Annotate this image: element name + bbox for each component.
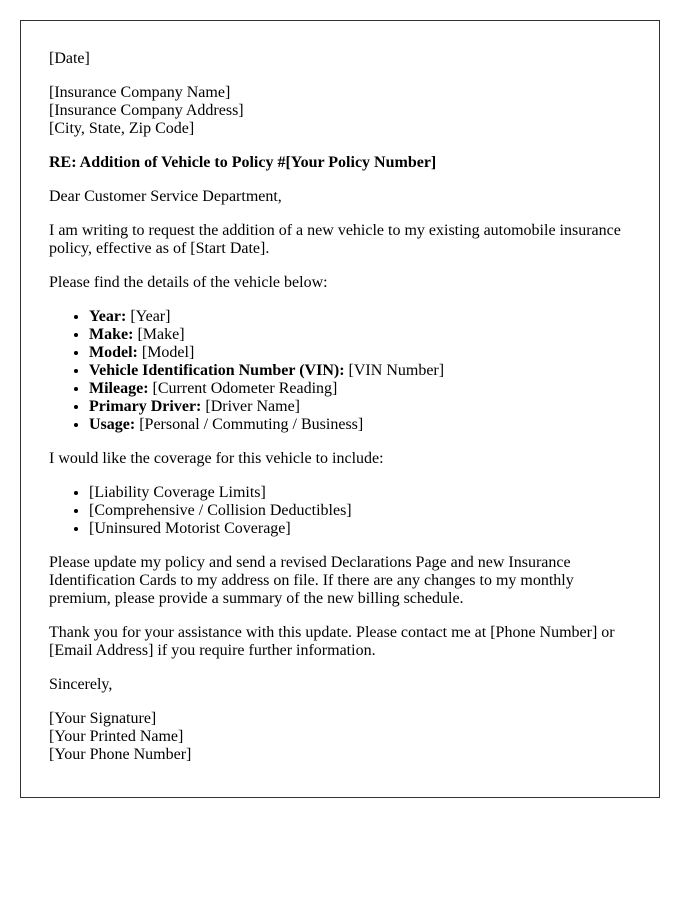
closing: Sincerely, bbox=[49, 676, 113, 693]
update-request-paragraph: Please update my policy and send a revised Declarations Page and new Insurance Identification Cards to my address on file. If there are any changes to my monthly premium, please provide a summary of the new billing schedule. bbox=[49, 554, 574, 607]
detail-label: Model: bbox=[89, 344, 138, 361]
recipient-name: [Insurance Company Name] bbox=[49, 84, 231, 101]
recipient-address bbox=[49, 84, 631, 138]
letter-date: [Date] bbox=[49, 50, 90, 67]
subject-line: RE: Addition of Vehicle to Policy #[Your Policy Number] bbox=[49, 154, 437, 171]
detail-value: [Current Odometer Reading] bbox=[148, 380, 338, 397]
coverage-list bbox=[49, 484, 631, 538]
vehicle-details-intro: Please find the details of the vehicle below: bbox=[49, 274, 328, 291]
letter-document bbox=[20, 20, 660, 798]
detail-label: Year: bbox=[89, 308, 127, 325]
coverage-intro: I would like the coverage for this vehicle to include: bbox=[49, 450, 384, 467]
coverage-item-uninsured-motorist: • [Uninsured Motorist Coverage] bbox=[89, 520, 631, 538]
vehicle-detail-usage bbox=[89, 416, 631, 434]
detail-label: Vehicle Identification Number (VIN): bbox=[89, 362, 345, 379]
detail-value: [VIN Number] bbox=[344, 362, 445, 379]
coverage-item-liability: • [Liability Coverage Limits] bbox=[89, 484, 631, 502]
printed-name: [Your Printed Name] bbox=[49, 728, 184, 745]
detail-value: [Personal / Commuting / Business] bbox=[135, 416, 364, 433]
detail-label: Usage: bbox=[89, 416, 136, 433]
coverage-item-comprehensive-collision: • [Comprehensive / Collision Deductibles] bbox=[89, 502, 631, 520]
vehicle-detail-vin bbox=[89, 362, 631, 380]
signature: [Your Signature] bbox=[49, 710, 157, 727]
vehicle-detail-make bbox=[89, 326, 631, 344]
salutation: Dear Customer Service Department, bbox=[49, 188, 282, 205]
thanks-paragraph: Thank you for your assistance with this update. Please contact me at [Phone Number] or [Email Address] if you require further information. bbox=[49, 624, 615, 659]
vehicle-detail-year bbox=[89, 308, 631, 326]
vehicle-details-list bbox=[49, 308, 631, 434]
detail-value: [Make] bbox=[133, 326, 185, 343]
signature-block bbox=[49, 710, 631, 764]
detail-label: Mileage: bbox=[89, 380, 149, 397]
detail-value: [Year] bbox=[126, 308, 171, 325]
detail-label: Primary Driver: bbox=[89, 398, 202, 415]
phone-number: [Your Phone Number] bbox=[49, 746, 192, 763]
detail-value: [Driver Name] bbox=[201, 398, 301, 415]
detail-label: Make: bbox=[89, 326, 134, 343]
recipient-city-state-zip: [City, State, Zip Code] bbox=[49, 120, 195, 137]
vehicle-detail-primary-driver bbox=[89, 398, 631, 416]
vehicle-detail-mileage bbox=[89, 380, 631, 398]
intro-paragraph: I am writing to request the addition of a new vehicle to my existing automobile insurance policy, effective as of [Start Date]. bbox=[49, 222, 621, 257]
recipient-street: [Insurance Company Address] bbox=[49, 102, 244, 119]
vehicle-detail-model bbox=[89, 344, 631, 362]
detail-value: [Model] bbox=[137, 344, 195, 361]
